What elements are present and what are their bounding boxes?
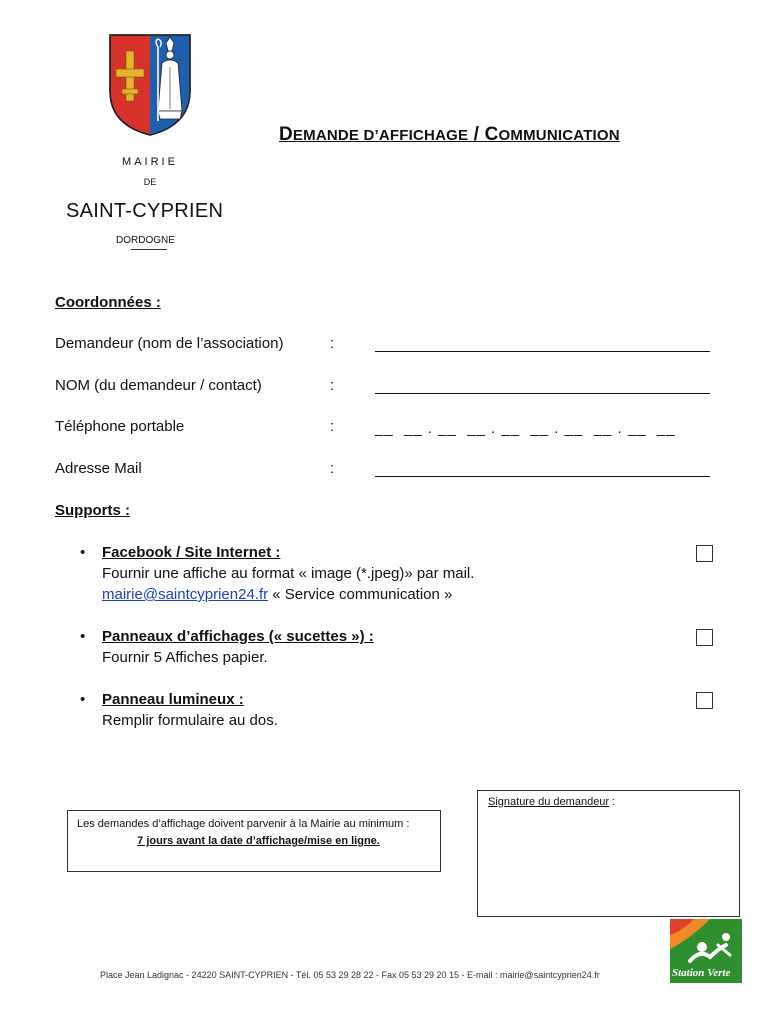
town-name: SAINT-CYPRIEN xyxy=(66,200,224,222)
field-label-nom: NOM (du demandeur / contact) xyxy=(55,377,262,394)
bullet-icon: • xyxy=(80,691,86,708)
field-colon: : xyxy=(330,460,335,477)
field-label-telephone: Téléphone portable xyxy=(55,418,185,435)
support-text-lumineux: Remplir formulaire au dos. xyxy=(102,712,278,729)
department-underline xyxy=(131,249,167,250)
signature-box[interactable]: Signature du demandeur : xyxy=(477,790,740,917)
nom-input-line[interactable] xyxy=(375,393,710,394)
station-verte-logo xyxy=(670,919,742,983)
signature-label: Signature du demandeur xyxy=(488,796,610,808)
checkbox-lumineux[interactable] xyxy=(696,692,713,709)
bullet-icon: • xyxy=(80,544,86,561)
email-input-line[interactable] xyxy=(375,476,710,477)
notice-text: Les demandes d’affichage doivent parvenir à la Mairie au minimum : xyxy=(77,818,410,830)
footer-address: Place Jean Ladignac - 24220 SAINT-CYPRIEN - Tél. 05 53 29 28 22 - Fax 05 53 29 20 15 - E-mail : mairie@saintcyprien24.fr xyxy=(100,970,600,980)
document-title: DEMANDE D’AFFICHAGE / COMMUNICATION xyxy=(279,124,620,145)
mairie-label: MAIRIE xyxy=(122,156,178,168)
support-title-panneaux: Panneaux d’affichages (« sucettes ») : xyxy=(102,628,374,645)
department-name: DORDOGNE xyxy=(116,235,175,246)
notice-box xyxy=(67,810,441,872)
support-text-facebook: Fournir une affiche au format « image (*.jpeg)» par mail. xyxy=(102,565,475,582)
telephone-input-blanks[interactable]: __ __ . __ __ . __ __ . __ __ . __ __ xyxy=(375,420,676,437)
notice-emphasis: 7 jours avant la date d’affichage/mise en ligne. xyxy=(137,835,380,847)
demandeur-input-line[interactable] xyxy=(375,351,710,352)
checkbox-panneaux[interactable] xyxy=(696,629,713,646)
checkbox-facebook[interactable] xyxy=(696,545,713,562)
field-colon: : xyxy=(330,377,335,394)
support-title-lumineux: Panneau lumineux : xyxy=(102,691,244,708)
de-label: DE xyxy=(143,177,157,187)
field-label-demandeur: Demandeur (nom de l’association) xyxy=(55,335,284,352)
station-verte-text: Station Verte xyxy=(672,967,731,979)
email-link[interactable]: mairie@saintcyprien24.fr xyxy=(102,586,269,603)
field-colon: : xyxy=(330,418,335,435)
section-heading-coordonnees: Coordonnées : xyxy=(55,294,161,311)
coat-of-arms-crest xyxy=(108,33,192,137)
field-label-email: Adresse Mail xyxy=(55,460,142,477)
support-text-panneaux: Fournir 5 Affiches papier. xyxy=(102,649,268,666)
bullet-icon: • xyxy=(80,628,86,645)
support-title-facebook: Facebook / Site Internet : xyxy=(102,544,281,561)
field-colon: : xyxy=(330,335,335,352)
section-heading-supports: Supports : xyxy=(55,502,130,519)
support-text-facebook-contact: mairie@saintcyprien24.fr « Service communication » xyxy=(102,586,453,603)
